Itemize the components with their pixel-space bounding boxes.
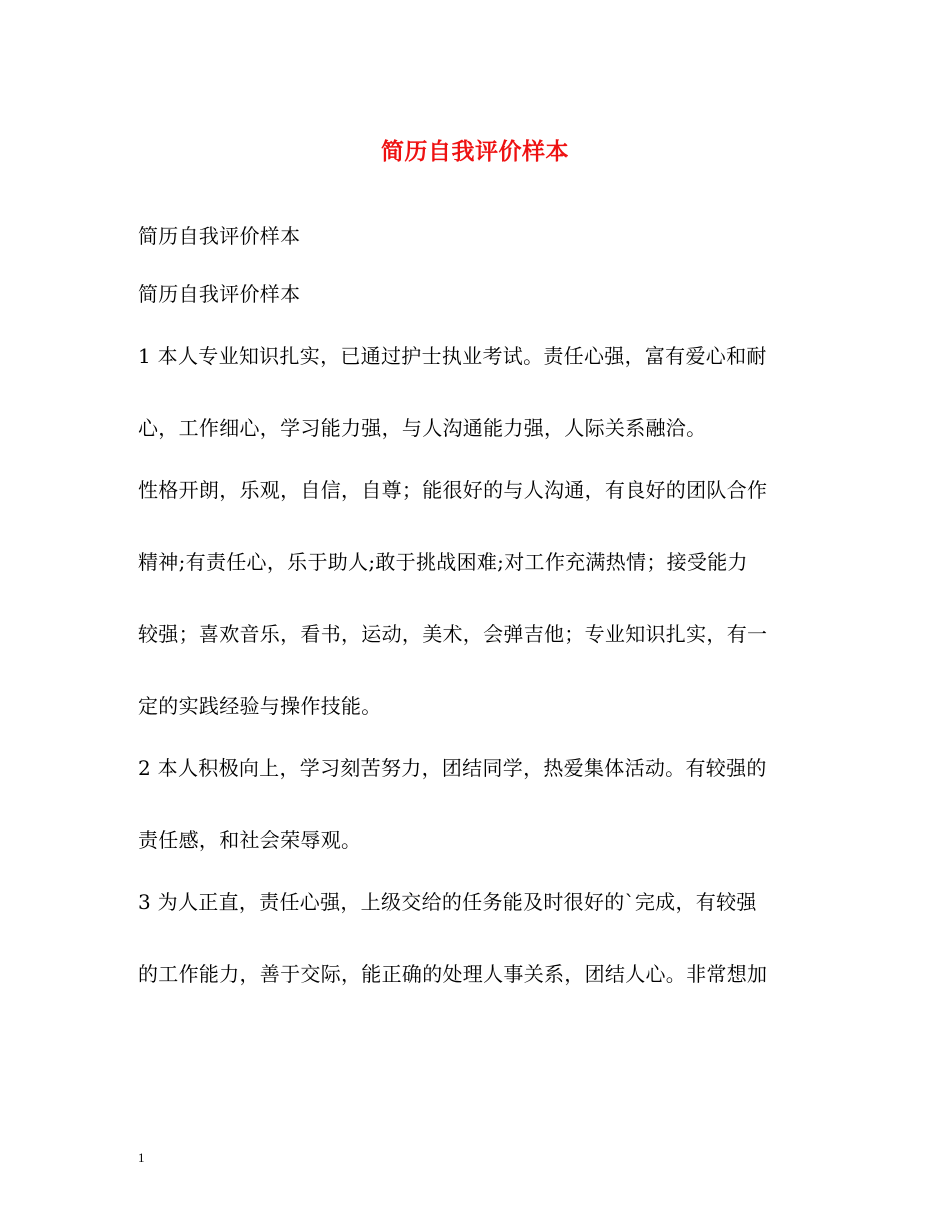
page-number: 1	[138, 1150, 145, 1165]
body-line: 心，工作细心，学习能力强，与人沟通能力强，人际关系融洽。	[138, 416, 707, 440]
body-line: 精神;有责任心，乐于助人;敢于挑战困难;对工作充满热情；接受能力	[138, 550, 748, 574]
document-title: 简历自我评价样本	[381, 138, 569, 165]
body-line: 性格开朗，乐观，自信，自尊；能很好的与人沟通，有良好的团队合作	[138, 478, 768, 502]
body-line: 3 为人正直，责任心强，上级交给的任务能及时很好的`完成，有较强	[138, 890, 757, 914]
body-line: 较强；喜欢音乐，看书，运动，美术，会弹吉他；专业知识扎实，有一	[138, 622, 768, 646]
body-line: 简历自我评价样本	[138, 282, 301, 306]
body-line: 2 本人积极向上，学习刻苦努力，团结同学，热爱集体活动。有较强的	[138, 756, 767, 780]
body-line: 定的实践经验与操作技能。	[138, 694, 382, 718]
body-line: 1 本人专业知识扎实，已通过护士执业考试。责任心强，富有爱心和耐	[138, 344, 767, 368]
body-line: 的工作能力，善于交际，能正确的处理人事关系，团结人心。非常想加	[138, 962, 768, 986]
body-line: 责任感，和社会荣辱观。	[138, 828, 362, 852]
body-line: 简历自我评价样本	[138, 224, 301, 248]
